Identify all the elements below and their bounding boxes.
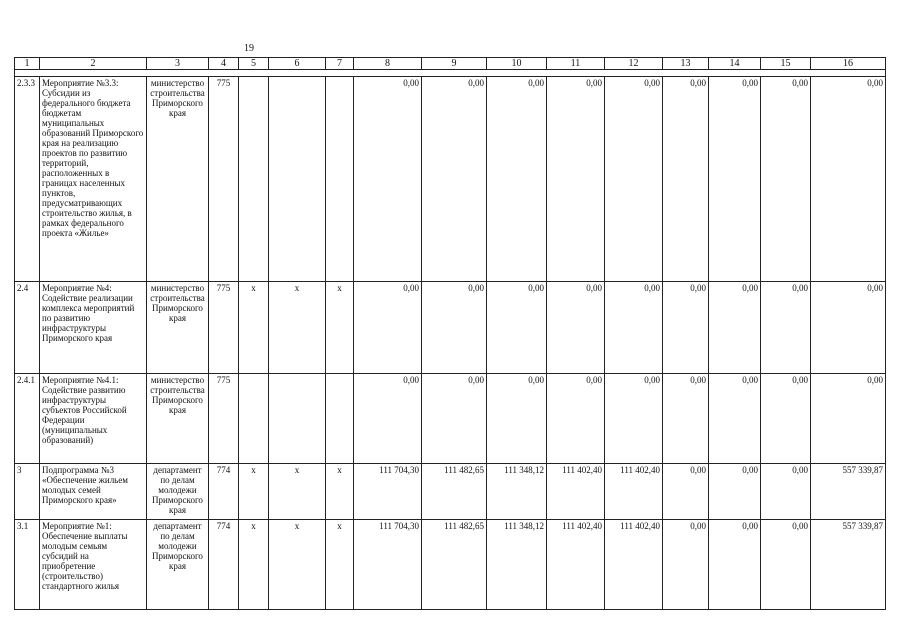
column-number-4: 4 (209, 58, 239, 70)
col15-amount-cell: 0,00 (761, 520, 811, 610)
page-number: 19 (244, 43, 254, 54)
budget-code-cell: 775 (209, 374, 239, 464)
col8-amount-cell: 111 704,30 (354, 520, 422, 610)
measure-name-cell: Подпрограмма №3 «Обеспечение жильем молодых семей Приморского края» (40, 464, 147, 520)
col7-cell: x (326, 464, 354, 520)
col12-amount-cell: 111 402,40 (605, 520, 663, 610)
column-number-header-row (15, 58, 886, 70)
col10-amount-cell: 0,00 (487, 77, 547, 282)
col16-total-cell: 0,00 (811, 77, 886, 282)
measure-name-cell: Мероприятие №3.3: Субсидии из федерального бюджета бюджетам муниципальных образований Приморского края на реализацию проектов по развитию территорий, расположенных в границах населенных пунктов, предусматривающих строительство жилья, в рамках федерального проекта «Жилье» (40, 77, 147, 282)
col6-cell (269, 77, 326, 282)
col11-amount-cell: 0,00 (547, 77, 605, 282)
col16-total-cell: 0,00 (811, 282, 886, 374)
column-number-16: 16 (811, 58, 886, 70)
col9-amount-cell: 0,00 (422, 282, 487, 374)
executor-cell: департамент по делам молодежи Приморского края (147, 520, 209, 610)
col15-amount-cell: 0,00 (761, 374, 811, 464)
budget-code-cell: 774 (209, 464, 239, 520)
col10-amount-cell: 0,00 (487, 374, 547, 464)
header-gap-row (15, 70, 886, 77)
column-number-14: 14 (709, 58, 761, 70)
table-row (15, 464, 886, 520)
col5-cell (239, 374, 269, 464)
col12-amount-cell: 111 402,40 (605, 464, 663, 520)
table-row (15, 374, 886, 464)
column-number-1: 1 (15, 58, 40, 70)
col11-amount-cell: 0,00 (547, 374, 605, 464)
column-number-2: 2 (40, 58, 147, 70)
measure-name-cell: Мероприятие №4.1: Содействие развитию инфраструктуры субъектов Российской Федерации (муниципальных образований) (40, 374, 147, 464)
col5-cell: x (239, 520, 269, 610)
col7-cell (326, 374, 354, 464)
column-number-7: 7 (326, 58, 354, 70)
row-number-cell: 3 (15, 464, 40, 520)
budget-code-cell: 775 (209, 282, 239, 374)
col9-amount-cell: 0,00 (422, 374, 487, 464)
col14-amount-cell: 0,00 (709, 374, 761, 464)
col7-cell (326, 77, 354, 282)
col13-amount-cell: 0,00 (663, 282, 709, 374)
column-number-8: 8 (354, 58, 422, 70)
col13-amount-cell: 0,00 (663, 77, 709, 282)
executor-cell: департамент по делам молодежи Приморского края (147, 464, 209, 520)
col8-amount-cell: 0,00 (354, 374, 422, 464)
column-number-6: 6 (269, 58, 326, 70)
row-number-cell: 2.4.1 (15, 374, 40, 464)
row-number-cell: 3.1 (15, 520, 40, 610)
col5-cell: x (239, 464, 269, 520)
col9-amount-cell: 0,00 (422, 77, 487, 282)
executor-cell: министерство строительства Приморского края (147, 374, 209, 464)
col8-amount-cell: 111 704,30 (354, 464, 422, 520)
column-number-10: 10 (487, 58, 547, 70)
col7-cell: x (326, 282, 354, 374)
col15-amount-cell: 0,00 (761, 464, 811, 520)
col14-amount-cell: 0,00 (709, 520, 761, 610)
col11-amount-cell: 0,00 (547, 282, 605, 374)
col6-cell: x (269, 282, 326, 374)
program-table (14, 57, 886, 610)
budget-code-cell: 775 (209, 77, 239, 282)
col5-cell: x (239, 282, 269, 374)
executor-cell: министерство строительства Приморского края (147, 77, 209, 282)
measure-name-cell: Мероприятие №1: Обеспечение выплаты молодым семьям субсидий на приобретение (строительство) стандартного жилья (40, 520, 147, 610)
row-number-cell: 2.3.3 (15, 77, 40, 282)
col16-total-cell: 0,00 (811, 374, 886, 464)
col9-amount-cell: 111 482,65 (422, 464, 487, 520)
column-number-5: 5 (239, 58, 269, 70)
col10-amount-cell: 111 348,12 (487, 464, 547, 520)
col15-amount-cell: 0,00 (761, 77, 811, 282)
col9-amount-cell: 111 482,65 (422, 520, 487, 610)
col8-amount-cell: 0,00 (354, 282, 422, 374)
col13-amount-cell: 0,00 (663, 464, 709, 520)
table-row (15, 520, 886, 610)
measure-name-cell: Мероприятие №4: Содействие реализации комплекса мероприятий по развитию инфраструктуры Приморского края (40, 282, 147, 374)
column-number-3: 3 (147, 58, 209, 70)
col11-amount-cell: 111 402,40 (547, 520, 605, 610)
table-row (15, 77, 886, 282)
col12-amount-cell: 0,00 (605, 77, 663, 282)
column-number-15: 15 (761, 58, 811, 70)
col6-cell (269, 374, 326, 464)
column-number-13: 13 (663, 58, 709, 70)
col6-cell: x (269, 464, 326, 520)
col11-amount-cell: 111 402,40 (547, 464, 605, 520)
col16-total-cell: 557 339,87 (811, 464, 886, 520)
col14-amount-cell: 0,00 (709, 77, 761, 282)
col6-cell: x (269, 520, 326, 610)
row-number-cell: 2.4 (15, 282, 40, 374)
col10-amount-cell: 111 348,12 (487, 520, 547, 610)
table-row (15, 282, 886, 374)
col16-total-cell: 557 339,87 (811, 520, 886, 610)
col7-cell: x (326, 520, 354, 610)
col15-amount-cell: 0,00 (761, 282, 811, 374)
col12-amount-cell: 0,00 (605, 374, 663, 464)
column-number-9: 9 (422, 58, 487, 70)
executor-cell: министерство строительства Приморского края (147, 282, 209, 374)
col14-amount-cell: 0,00 (709, 282, 761, 374)
col5-cell (239, 77, 269, 282)
col13-amount-cell: 0,00 (663, 520, 709, 610)
col8-amount-cell: 0,00 (354, 77, 422, 282)
col14-amount-cell: 0,00 (709, 464, 761, 520)
col13-amount-cell: 0,00 (663, 374, 709, 464)
column-number-12: 12 (605, 58, 663, 70)
column-number-11: 11 (547, 58, 605, 70)
budget-code-cell: 774 (209, 520, 239, 610)
col12-amount-cell: 0,00 (605, 282, 663, 374)
col10-amount-cell: 0,00 (487, 282, 547, 374)
